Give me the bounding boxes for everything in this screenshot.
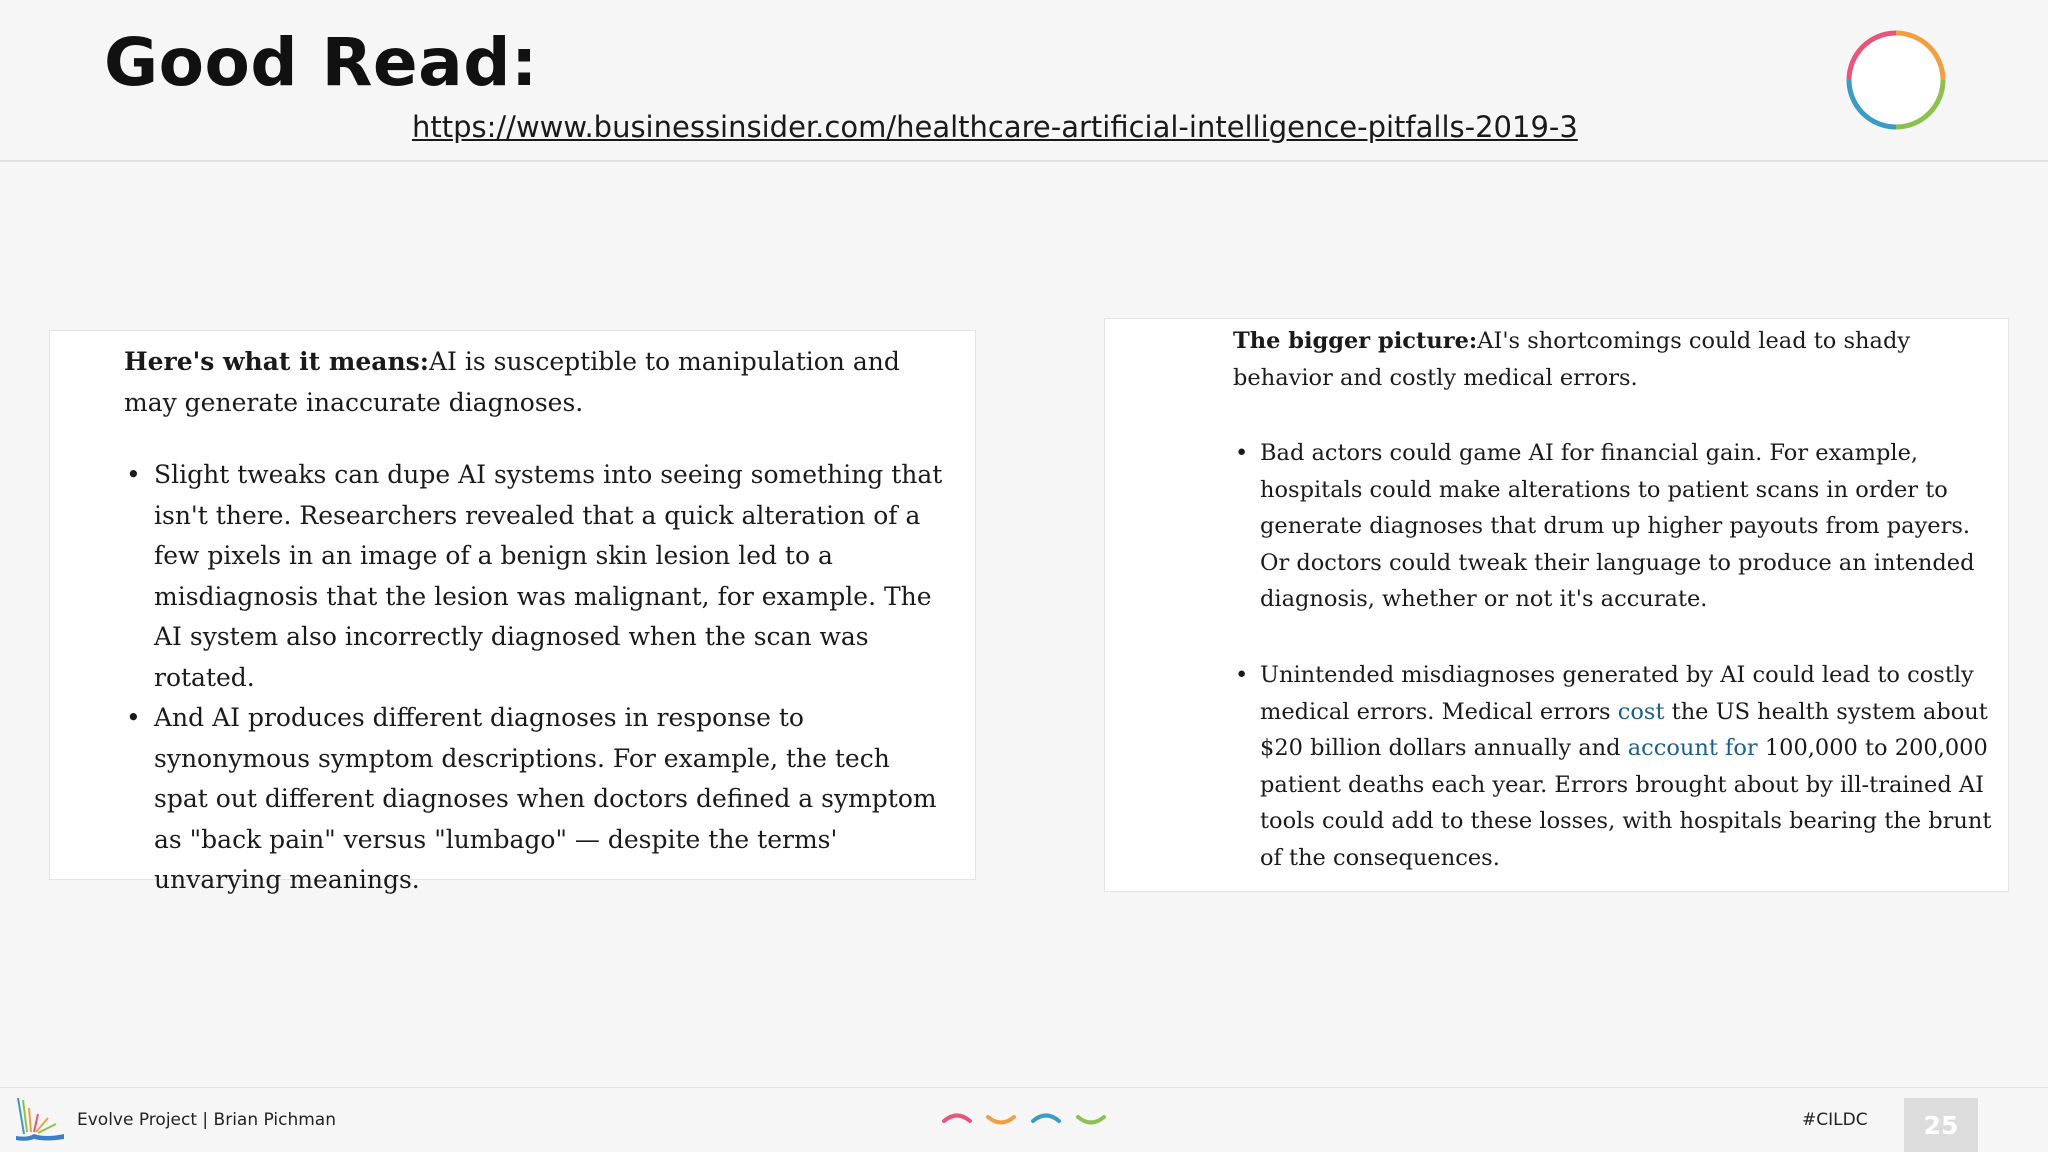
footer-credit: Evolve Project | Brian Pichman <box>77 1110 336 1130</box>
cost-link[interactable]: cost <box>1617 698 1665 725</box>
excerpt-lead-text: AI is susceptible to manipulation and may generate inaccurate diagnoses. <box>124 347 900 417</box>
excerpt-lead-text: AI's shortcomings could lead to shady behavior and costly medical errors. <box>1233 328 1911 391</box>
page-title: Good Read: <box>104 24 538 101</box>
footer-divider <box>0 1087 2048 1088</box>
list-item <box>1233 435 1993 618</box>
header-divider <box>0 160 2048 162</box>
excerpt-lead-heading: Here's what it means: <box>124 347 429 376</box>
list-item-text <box>1260 662 1991 871</box>
list-item <box>124 455 944 698</box>
circle-logo-icon <box>1844 28 1948 132</box>
article-excerpt-right <box>1104 318 2009 892</box>
bullet-icon: • <box>126 460 141 489</box>
article-excerpt-left <box>49 330 976 894</box>
bullet-icon: • <box>126 703 141 732</box>
bullet-icon: • <box>1235 662 1249 688</box>
list-item <box>1233 657 1993 876</box>
list-item-text: Bad actors could game AI for financial gain. For example, hospitals could make alterations to patient scans in order to generate diagnoses that drum up higher payouts from payers. Or doctors could tweak their language to produce an intended diagnosis, whether or not it's accurate. <box>1260 440 1975 612</box>
list-item <box>124 698 944 901</box>
account-for-link[interactable]: account for <box>1627 735 1758 761</box>
excerpt-lead <box>124 341 944 423</box>
list-item-text: And AI produces different diagnoses in response to synonymous symptom descriptions. For example, the tech spat out different diagnoses when doctors defined a symptom as "back pain" versus "lumbago" — despite the terms' unvarying meanings. <box>154 703 937 894</box>
list-item-text: Slight tweaks can dupe AI systems into seeing something that isn't there. Researchers revealed that a quick alteration of a few pixels in an image of a benign skin lesion led to a misdiagnosis that the lesion was malignant, for example. The AI system also incorrectly diagnosed when the scan was rotated. <box>154 460 943 692</box>
page-number: 25 <box>1904 1098 1978 1152</box>
book-logo-icon <box>12 1094 68 1144</box>
footer-hashtag: #CILDC <box>1802 1110 1868 1130</box>
excerpt-bullet-list <box>1233 657 1993 876</box>
list-item-text-part: Unintended misdiagnoses generated by AI could lead to costly medical errors. Medical errors <box>1260 662 1974 725</box>
excerpt-bullet-list <box>124 698 944 901</box>
smile-decoration-icon <box>940 1108 1115 1132</box>
excerpt-bullet-list <box>124 455 944 698</box>
article-link[interactable]: https://www.businessinsider.com/healthcare-artificial-intelligence-pitfalls-2019-3 <box>412 110 1578 144</box>
excerpt-lead <box>1233 323 1993 396</box>
list-item-text-part: 100,000 to 200,000 patient deaths each year. Errors brought about by ill-trained AI tools could add to these losses, with hospitals bearing the brunt of the consequences. <box>1260 735 1992 871</box>
list-item-text-part: the US health system about $20 billion dollars annually and <box>1260 698 1988 761</box>
excerpt-lead-heading: The bigger picture: <box>1233 328 1478 354</box>
excerpt-bullet-list <box>1233 435 1993 618</box>
bullet-icon: • <box>1235 440 1249 466</box>
